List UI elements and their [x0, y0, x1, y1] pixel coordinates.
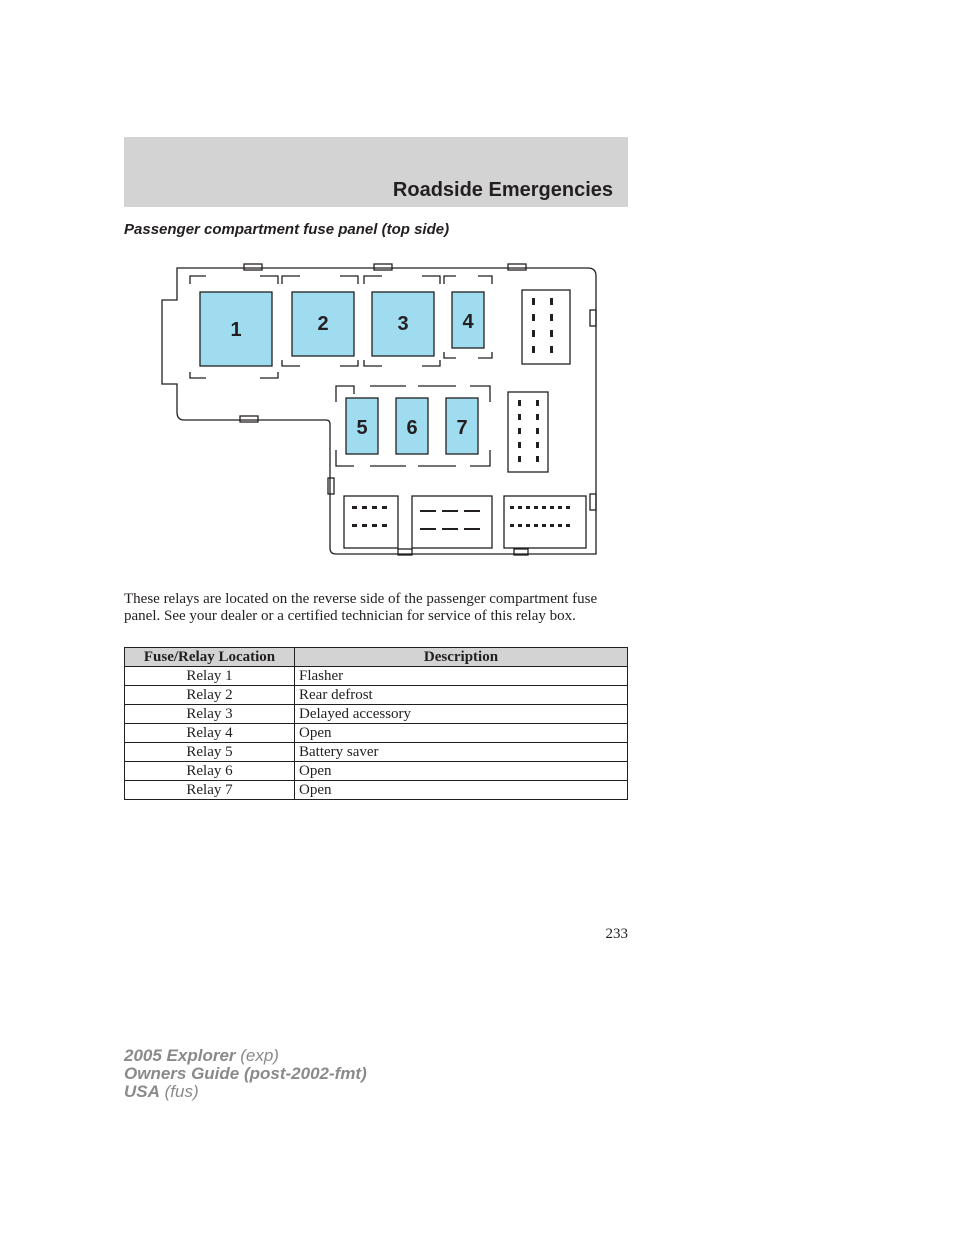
section-title: Passenger compartment fuse panel (top side): [124, 221, 450, 238]
footer-model: 2005 Explorer: [124, 1046, 236, 1065]
relay-2-label: 2: [317, 313, 329, 335]
description-cell: Delayed accessory: [295, 705, 628, 724]
table-header-row: [125, 648, 628, 667]
page-number: 233: [605, 926, 628, 942]
footer-model-code: (exp): [235, 1046, 279, 1065]
description-cell: Flasher: [295, 667, 628, 686]
footer-line-1: [124, 1047, 367, 1065]
table-row: [125, 667, 628, 686]
fuse-panel-diagram: [160, 262, 600, 562]
table-row: [125, 781, 628, 800]
location-cell: Relay 3: [125, 705, 295, 724]
location-cell: Relay 7: [125, 781, 295, 800]
location-cell: Relay 2: [125, 686, 295, 705]
relay-table: [124, 647, 628, 800]
footer-line-3: [124, 1083, 367, 1101]
location-cell: Relay 6: [125, 762, 295, 781]
table-row: [125, 743, 628, 762]
table-row: [125, 705, 628, 724]
description-cell: Open: [295, 724, 628, 743]
relay-4-label: 4: [462, 311, 474, 333]
description-cell: Rear defrost: [295, 686, 628, 705]
header-band: [124, 137, 628, 207]
footer: [124, 1047, 367, 1101]
description-cell: Open: [295, 762, 628, 781]
relay-5-label: 5: [356, 417, 368, 439]
location-cell: Relay 1: [125, 667, 295, 686]
relay-6-label: 6: [406, 417, 418, 439]
location-cell: Relay 5: [125, 743, 295, 762]
description-cell: Open: [295, 781, 628, 800]
description-cell: Battery saver: [295, 743, 628, 762]
relay-3-label: 3: [397, 313, 409, 335]
location-cell: Relay 4: [125, 724, 295, 743]
body-paragraph: These relays are located on the reverse side of the passenger compartment fuse panel. See your dealer or a certified technician for service of this relay box.: [124, 591, 598, 624]
table-row: [125, 762, 628, 781]
relay-7-label: 7: [456, 417, 468, 439]
column-header-location: Fuse/Relay Location: [125, 648, 295, 667]
table-row: [125, 724, 628, 743]
footer-market: USA: [124, 1082, 160, 1101]
footer-guide: Owners Guide (post-2002-fmt): [124, 1064, 367, 1083]
page-header-title: Roadside Emergencies: [392, 179, 613, 201]
column-header-description: Description: [295, 648, 628, 667]
table-row: [125, 686, 628, 705]
footer-market-code: (fus): [159, 1082, 199, 1101]
footer-line-2: [124, 1065, 367, 1083]
relay-1-label: 1: [230, 319, 242, 341]
